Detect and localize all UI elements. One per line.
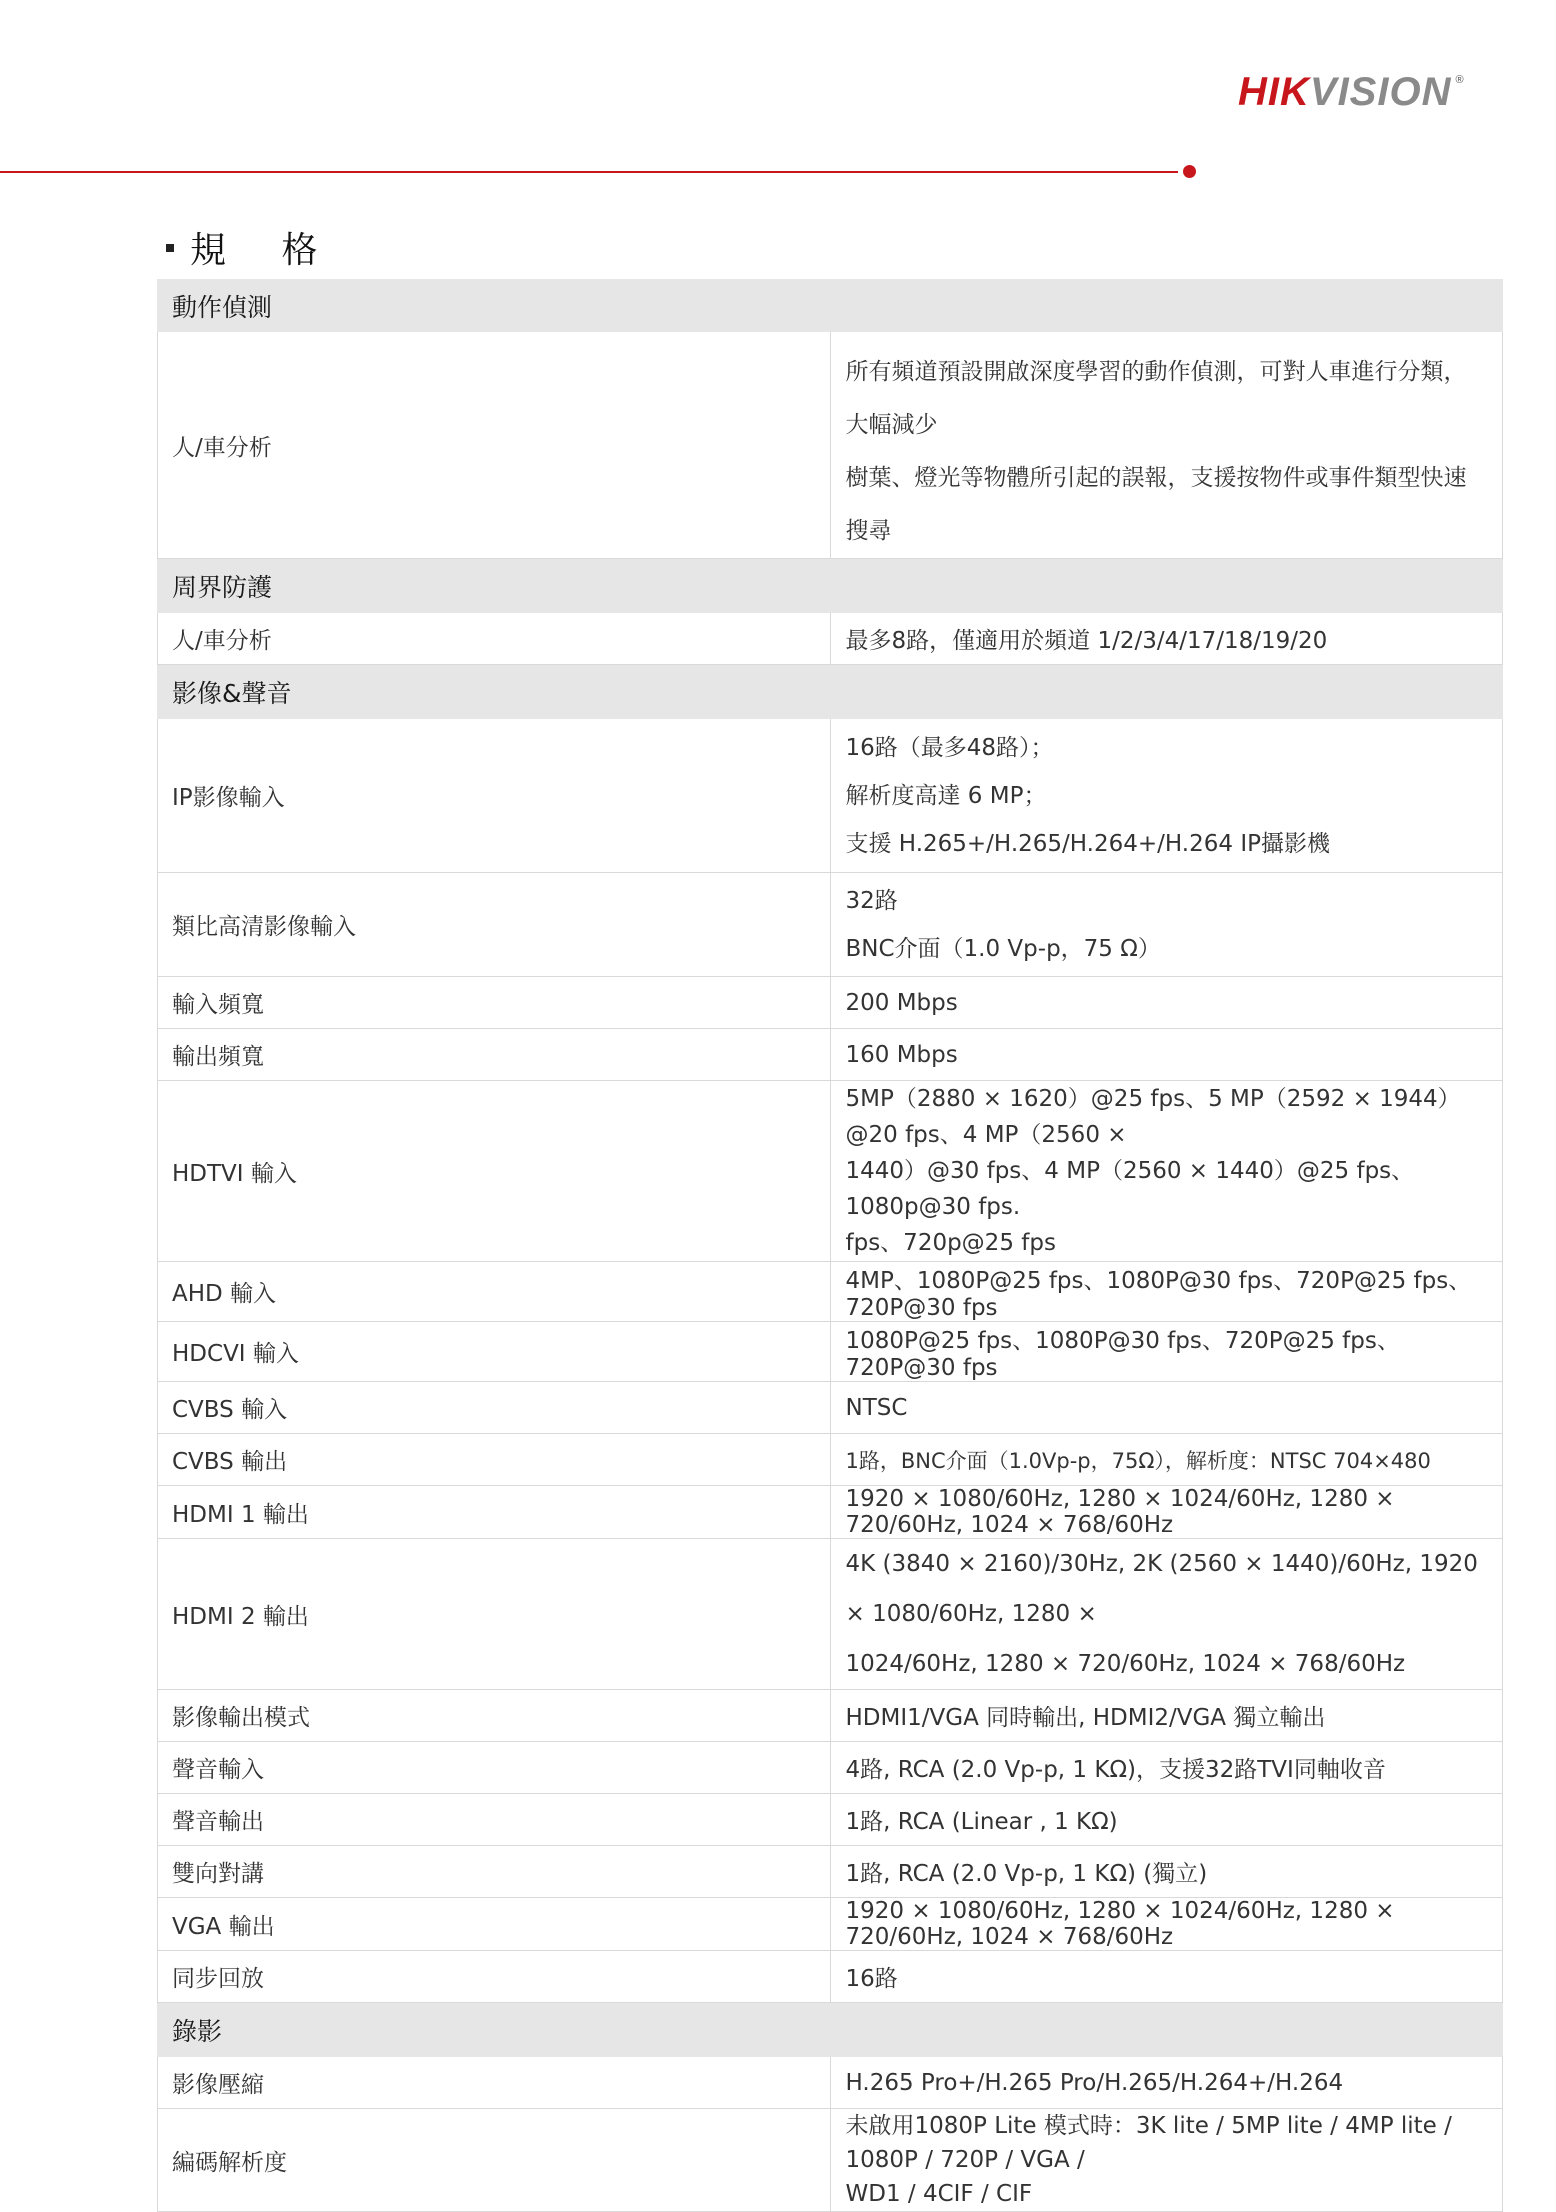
section-header	[158, 559, 1503, 613]
row-label: 同步回放	[158, 1951, 831, 2003]
table-row	[158, 1690, 1503, 1742]
value-line: 16路（最多48路）；	[845, 734, 1054, 761]
row-label: 人/車分析	[158, 332, 831, 559]
value-line: 1440）@30 fps、4 MP（2560 × 1440）@25 fps、1080p@30 fps.	[845, 1158, 1415, 1220]
value-line: BNC介面（1.0 Vp-p，75 Ω）	[845, 935, 1161, 962]
row-value	[830, 1434, 1503, 1486]
section-title: 影像&聲音	[158, 665, 1503, 719]
value-line: 所有頻道預設開啟深度學習的動作偵測，可對人車進行分類，大幅減少	[845, 359, 1467, 438]
value-line: 160 Mbps	[845, 1041, 958, 1068]
value-line: 4K (3840 × 2160)/30Hz, 2K (2560 × 1440)/60Hz, 1920 × 1080/60Hz, 1280 ×	[845, 1551, 1478, 1627]
row-value	[830, 1262, 1503, 1322]
table-row	[158, 1081, 1503, 1262]
row-label: HDMI 2 輸出	[158, 1539, 831, 1690]
value-line: NTSC	[845, 1394, 908, 1421]
row-value	[830, 2109, 1503, 2212]
row-label: HDMI 1 輸出	[158, 1486, 831, 1539]
section-title: 錄影	[158, 2003, 1503, 2057]
table-row	[158, 977, 1503, 1029]
section-header	[158, 2003, 1503, 2057]
table-row	[158, 1262, 1503, 1322]
value-line: 1路, RCA (Linear , 1 KΩ)	[845, 1809, 1118, 1835]
table-row	[158, 1898, 1503, 1951]
page-heading	[166, 222, 339, 273]
logo-text: HIKVISION	[1238, 70, 1452, 114]
row-label: HDCVI 輸入	[158, 1322, 831, 1382]
value-line: fps、720p@25 fps	[845, 1230, 1056, 1256]
table-row	[158, 873, 1503, 977]
row-value	[830, 1382, 1503, 1434]
header-rule	[0, 171, 1178, 173]
hikvision-logo	[1238, 70, 1498, 114]
header-rule-dot	[1183, 165, 1196, 178]
page-title: 規 格	[190, 230, 340, 271]
value-line: H.265 Pro+/H.265 Pro/H.265/H.264+/H.264	[845, 2069, 1344, 2096]
table-row	[158, 1846, 1503, 1898]
row-value	[830, 332, 1503, 559]
value-line: 解析度高達 6 MP；	[845, 782, 1047, 809]
row-value	[830, 2057, 1503, 2109]
row-value	[830, 1898, 1503, 1951]
row-value	[830, 1951, 1503, 2003]
row-value	[830, 1690, 1503, 1742]
value-line: 支援 H.265+/H.265/H.264+/H.264 IP攝影機	[845, 830, 1330, 857]
row-value	[830, 1794, 1503, 1846]
value-line: 200 Mbps	[845, 989, 958, 1016]
value-line: 1920 × 1080/60Hz, 1280 × 1024/60Hz, 1280 × 720/60Hz, 1024 × 768/60Hz	[845, 1898, 1395, 1950]
value-line: 1路，BNC介面（1.0Vp-p，75Ω），解析度：NTSC 704×480	[845, 1448, 1431, 1473]
value-line: 樹葉、燈光等物體所引起的誤報，支援按物件或事件類型快速搜尋	[845, 465, 1467, 544]
row-label: 編碼解析度	[158, 2109, 831, 2212]
table-row	[158, 613, 1503, 665]
row-value	[830, 613, 1503, 665]
row-label: CVBS 輸出	[158, 1434, 831, 1486]
row-value	[830, 1029, 1503, 1081]
row-label: 影像輸出模式	[158, 1690, 831, 1742]
section-title: 周界防護	[158, 559, 1503, 613]
value-line: WD1 / 4CIF / CIF	[845, 2181, 1033, 2207]
value-line: 未啟用1080P Lite 模式時：3K lite / 5MP lite / 4MP lite / 1080P / 720P / VGA /	[845, 2113, 1452, 2173]
table-row	[158, 1486, 1503, 1539]
row-value	[830, 1081, 1503, 1262]
row-label: 聲音輸出	[158, 1794, 831, 1846]
value-line: 最多8路，僅適用於頻道 1/2/3/4/17/18/19/20	[845, 628, 1328, 654]
row-label: CVBS 輸入	[158, 1382, 831, 1434]
row-value	[830, 977, 1503, 1029]
value-line: 1024/60Hz, 1280 × 720/60Hz, 1024 × 768/60Hz	[845, 1651, 1406, 1677]
section-title: 動作偵測	[158, 280, 1503, 332]
table-row	[158, 1742, 1503, 1794]
table-row	[158, 719, 1503, 873]
row-label: 影像壓縮	[158, 2057, 831, 2109]
section-header	[158, 665, 1503, 719]
row-label: AHD 輸入	[158, 1262, 831, 1322]
section-header	[158, 280, 1503, 332]
row-label: 輸出頻寬	[158, 1029, 831, 1081]
value-line: 4路, RCA (2.0 Vp-p, 1 KΩ)，支援32路TVI同軸收音	[845, 1757, 1386, 1783]
table-row	[158, 2109, 1503, 2212]
table-row	[158, 332, 1503, 559]
value-line: 1路, RCA (2.0 Vp-p, 1 KΩ) (獨立)	[845, 1861, 1208, 1887]
row-value	[830, 719, 1503, 873]
value-line: 5MP（2880 × 1620）@25 fps、5 MP（2592 × 1944）@20 fps、4 MP（2560 ×	[845, 1086, 1461, 1148]
table-row	[158, 1322, 1503, 1382]
table-row	[158, 2057, 1503, 2109]
row-label: VGA 輸出	[158, 1898, 831, 1951]
value-line: 16路	[845, 1966, 898, 1992]
row-value	[830, 1322, 1503, 1382]
row-value	[830, 1742, 1503, 1794]
spec-table	[157, 279, 1503, 2212]
row-value	[830, 1846, 1503, 1898]
value-line: 1920 × 1080/60Hz, 1280 × 1024/60Hz, 1280 × 720/60Hz, 1024 × 768/60Hz	[845, 1486, 1395, 1538]
row-label: 雙向對講	[158, 1846, 831, 1898]
row-label: 輸入頻寬	[158, 977, 831, 1029]
value-line: 4MP、1080P@25 fps、1080P@30 fps、720P@25 fps、720P@30 fps	[845, 1268, 1472, 1321]
row-label: 人/車分析	[158, 613, 831, 665]
table-row	[158, 1951, 1503, 2003]
row-value	[830, 873, 1503, 977]
table-row	[158, 1539, 1503, 1690]
row-value	[830, 1539, 1503, 1690]
row-label: 類比高清影像輸入	[158, 873, 831, 977]
table-row	[158, 1382, 1503, 1434]
row-label: HDTVI 輸入	[158, 1081, 831, 1262]
table-row	[158, 1794, 1503, 1846]
row-label: 聲音輸入	[158, 1742, 831, 1794]
registered-mark: ®	[1455, 74, 1464, 86]
table-row	[158, 1434, 1503, 1486]
row-value	[830, 1486, 1503, 1539]
heading-bullet-icon	[166, 244, 174, 252]
value-line: 1080P@25 fps、1080P@30 fps、720P@25 fps、720P@30 fps	[845, 1328, 1400, 1381]
value-line: HDMI1/VGA 同時輸出, HDMI2/VGA 獨立輸出	[845, 1705, 1326, 1731]
row-label: IP影像輸入	[158, 719, 831, 873]
table-row	[158, 1029, 1503, 1081]
value-line: 32路	[845, 887, 898, 914]
